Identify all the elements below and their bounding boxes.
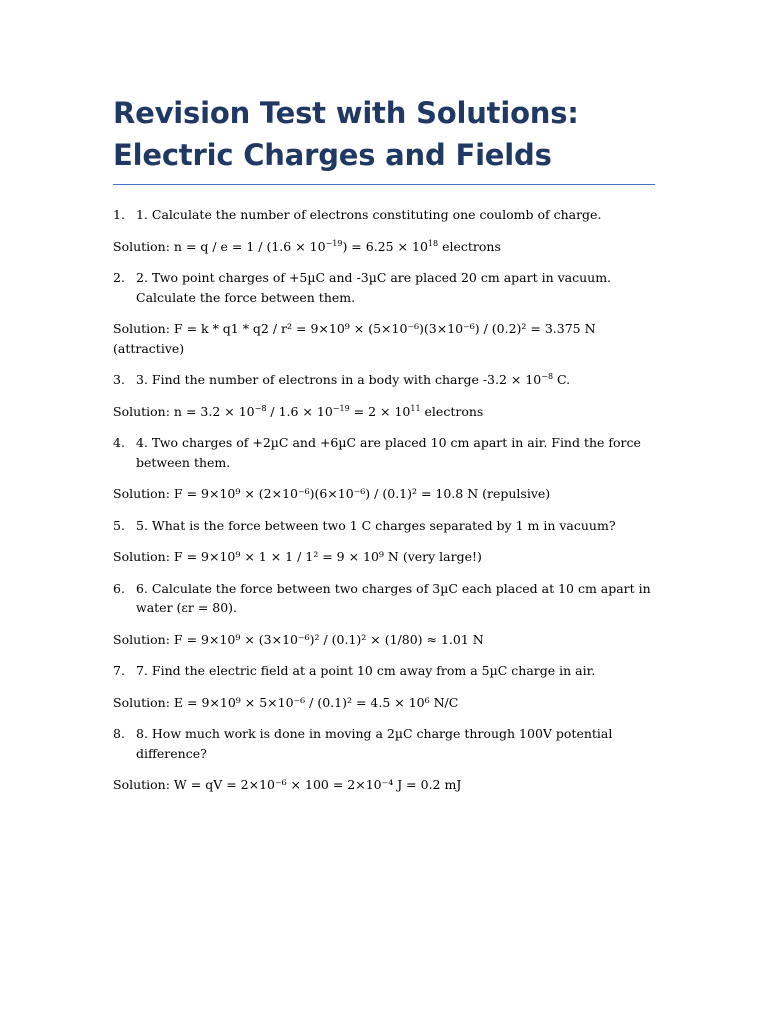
question-number: 3. xyxy=(113,372,125,387)
question-number: 2. xyxy=(113,270,125,285)
document-title: Revision Test with Solutions: Electric Charges and Fields xyxy=(113,92,655,185)
solution-text xyxy=(113,319,655,358)
solution-segment: Solution: F = 9×10⁹ × (2×10⁻⁶)(6×10⁻⁶) / (0.1)² = 10.8 N (repulsive) xyxy=(113,486,551,501)
solution-superscript: 18 xyxy=(427,238,439,248)
question-number: 6. xyxy=(113,580,125,596)
question-segment: 3. Find the number of electrons in a body with charge -3.2 × 10 xyxy=(136,372,542,387)
solution-segment: = 2 × 10 xyxy=(349,403,411,419)
question-item xyxy=(113,370,655,390)
question-number: 1. xyxy=(113,207,125,222)
question-text: 2. Two point charges of +5µC and -3µC are placed 20 cm apart in vacuum. Calculate the force between them. xyxy=(136,270,612,305)
solution-text xyxy=(113,484,655,504)
question-item xyxy=(113,724,655,763)
question-number: 4. xyxy=(113,435,125,450)
question-superscript: −8 xyxy=(541,371,554,381)
question-text: 4. Two charges of +2µC and +6µC are placed 10 cm apart in air. Find the force between them. xyxy=(136,435,641,470)
solution-segment: Solution: n = 3.2 × 10 xyxy=(113,403,255,419)
solution-segment: Solution: W = qV = 2×10⁻⁶ × 100 = 2×10⁻⁴ J = 0.2 mJ xyxy=(113,777,462,792)
solution-text xyxy=(113,402,655,422)
solution-superscript: −8 xyxy=(254,403,267,413)
question-item xyxy=(113,516,655,536)
question-text: 5. What is the force between two 1 C charges separated by 1 m in vacuum? xyxy=(136,517,616,533)
solution-superscript: −19 xyxy=(325,238,343,248)
question-segment: C. xyxy=(553,372,571,387)
question-item xyxy=(113,268,655,307)
solution-superscript: 11 xyxy=(410,403,421,413)
question-item xyxy=(113,579,655,618)
solution-text xyxy=(113,775,655,795)
solution-segment: / 1.6 × 10 xyxy=(266,403,333,419)
question-text: 7. Find the electric field at a point 10 cm away from a 5µC charge in air. xyxy=(136,663,596,678)
solution-text xyxy=(113,547,655,567)
solution-text xyxy=(113,630,655,650)
question-item xyxy=(113,205,655,225)
question-item xyxy=(113,661,655,681)
solution-segment: ) = 6.25 × 10 xyxy=(342,238,428,254)
question-text xyxy=(136,372,570,387)
question-number: 5. xyxy=(113,517,125,533)
solution-segment: Solution: E = 9×10⁹ × 5×10⁻⁶ / (0.1)² = 4.5 × 10⁶ N/C xyxy=(113,694,459,710)
solution-segment: Solution: F = 9×10⁹ × (3×10⁻⁶)² / (0.1)² × (1/80) ≈ 1.01 N xyxy=(113,631,484,647)
solution-segment: electrons xyxy=(420,403,484,419)
question-list xyxy=(113,205,655,795)
question-number: 8. xyxy=(113,726,125,741)
solution-segment: Solution: n = q / e = 1 / (1.6 × 10 xyxy=(113,238,326,254)
solution-superscript: −19 xyxy=(332,403,350,413)
solution-text xyxy=(113,693,655,713)
solution-segment: Solution: F = k * q1 * q2 / r² = 9×10⁹ × (5×10⁻⁶)(3×10⁻⁶) / (0.2)² = 3.375 N (attractive) xyxy=(113,321,596,356)
question-text: 1. Calculate the number of electrons constituting one coulomb of charge. xyxy=(136,207,602,222)
solution-segment: electrons xyxy=(438,238,501,254)
solution-text xyxy=(113,237,655,257)
question-number: 7. xyxy=(113,663,125,678)
question-text: 8. How much work is done in moving a 2µC charge through 100V potential difference? xyxy=(136,726,613,761)
question-text: 6. Calculate the force between two charges of 3µC each placed at 10 cm apart in water (εr = 80). xyxy=(136,580,651,615)
solution-segment: Solution: F = 9×10⁹ × 1 × 1 / 1² = 9 × 10⁹ N (very large!) xyxy=(113,549,482,564)
question-item xyxy=(113,433,655,472)
